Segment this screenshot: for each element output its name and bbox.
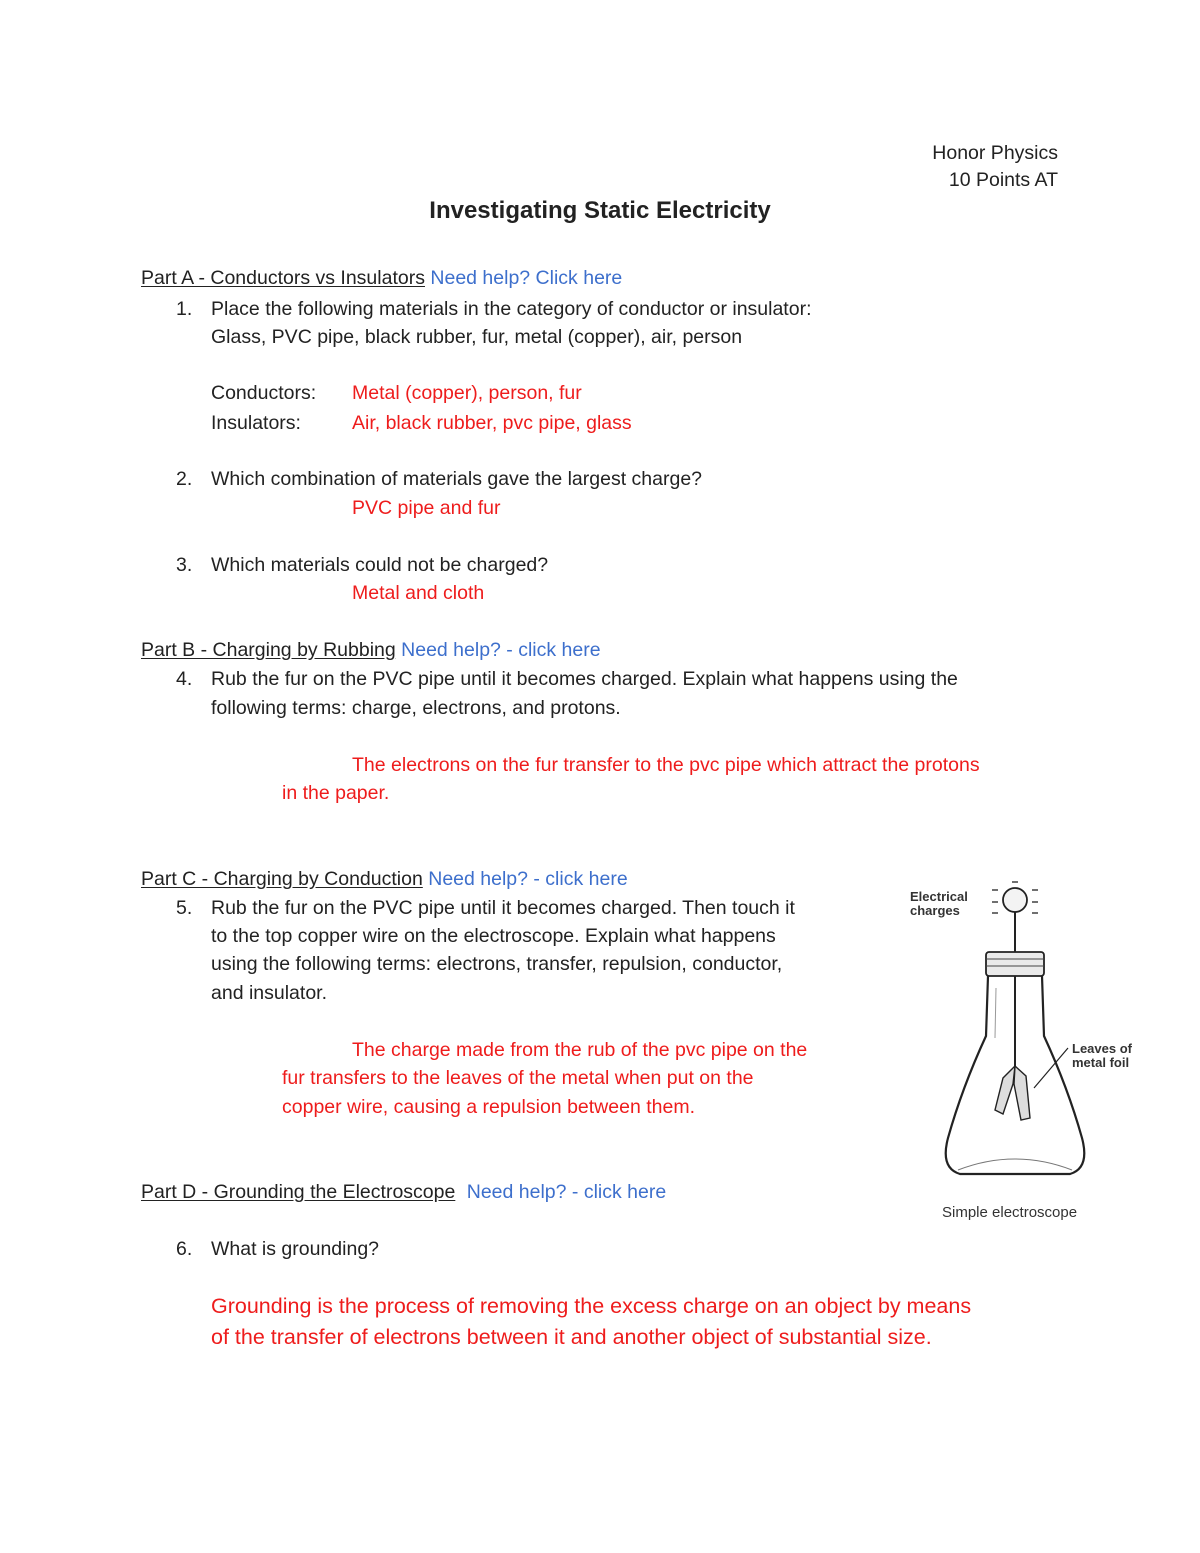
- q2-answer: PVC pipe and fur: [352, 497, 501, 519]
- q3-number: 3.: [176, 554, 193, 576]
- part-c-heading-row: [141, 867, 628, 891]
- q4-line-2: following terms: charge, electrons, and protons.: [211, 697, 621, 719]
- label-leaves-2: metal foil: [1072, 1055, 1130, 1070]
- part-c-heading: Part C - Charging by Conduction: [141, 868, 423, 890]
- q5-line-2: to the top copper wire on the electroscope. Explain what happens: [211, 925, 776, 947]
- q6-number: 6.: [176, 1238, 193, 1260]
- q4-answer-line-2: in the paper.: [282, 782, 390, 804]
- label-charges-1: Electrical: [910, 889, 968, 904]
- q4-line-1: Rub the fur on the PVC pipe until it becomes charged. Explain what happens using the: [211, 668, 958, 690]
- q5-answer-line-2: fur transfers to the leaves of the metal when put on the: [282, 1067, 754, 1089]
- insulators-label: Insulators:: [211, 412, 301, 434]
- q1-text: Place the following materials in the category of conductor or insulator:: [211, 298, 812, 320]
- label-charges-2: charges: [910, 903, 960, 918]
- electroscope-figure: [900, 878, 1160, 1228]
- q1-number: 1.: [176, 298, 193, 320]
- course-name: Honor Physics: [932, 142, 1058, 164]
- q5-answer-line-1: The charge made from the rub of the pvc pipe on the: [352, 1039, 808, 1061]
- conductors-label: Conductors:: [211, 382, 317, 404]
- part-d-heading: Part D - Grounding the Electroscope: [141, 1181, 456, 1203]
- metal-foil-leaves: [995, 1066, 1015, 1114]
- part-b-heading: Part B - Charging by Rubbing: [141, 639, 396, 661]
- q4-answer-line-1: The electrons on the fur transfer to the pvc pipe which attract the protons: [352, 754, 980, 776]
- q5-line-3: using the following terms: electrons, transfer, repulsion, conductor,: [211, 953, 783, 975]
- part-d-heading-row: [141, 1180, 666, 1204]
- q5-line-1: Rub the fur on the PVC pipe until it becomes charged. Then touch it: [211, 897, 795, 919]
- q2-text: Which combination of materials gave the largest charge?: [211, 468, 703, 490]
- q5-number: 5.: [176, 897, 193, 919]
- figure-caption: Simple electroscope: [942, 1204, 1078, 1221]
- part-a-help-link[interactable]: Need help? Click here: [430, 267, 623, 289]
- part-a-heading: Part A - Conductors vs Insulators: [141, 267, 425, 289]
- q3-answer: Metal and cloth: [352, 582, 485, 604]
- q6-text: What is grounding?: [211, 1238, 380, 1260]
- q3-text: Which materials could not be charged?: [211, 554, 549, 576]
- part-b-heading-row: [141, 638, 601, 662]
- q2-number: 2.: [176, 468, 193, 490]
- part-a-heading-row: [141, 266, 622, 290]
- q4-number: 4.: [176, 668, 193, 690]
- part-c-help-link[interactable]: Need help? - click here: [428, 868, 628, 890]
- conductors-answer: Metal (copper), person, fur: [352, 382, 582, 404]
- q1-materials: Glass, PVC pipe, black rubber, fur, metal (copper), air, person: [211, 326, 743, 348]
- page-title: Investigating Static Electricity: [429, 197, 771, 224]
- q5-answer-line-3: copper wire, causing a repulsion between them.: [282, 1096, 695, 1118]
- stopper: [986, 952, 1044, 976]
- label-leaves-1: Leaves of: [1072, 1041, 1132, 1056]
- points-label: 10 Points AT: [948, 169, 1058, 191]
- electroscope-knob: [1003, 888, 1027, 912]
- insulators-answer: Air, black rubber, pvc pipe, glass: [352, 412, 632, 434]
- part-d-help-link[interactable]: Need help? - click here: [466, 1181, 667, 1203]
- q5-line-4: and insulator.: [211, 982, 328, 1004]
- part-b-help-link[interactable]: Need help? - click here: [401, 639, 601, 661]
- q6-answer-line-2: of the transfer of electrons between it and another object of substantial size.: [211, 1325, 932, 1349]
- q6-answer-line-1: Grounding is the process of removing the excess charge on an object by means: [211, 1294, 972, 1318]
